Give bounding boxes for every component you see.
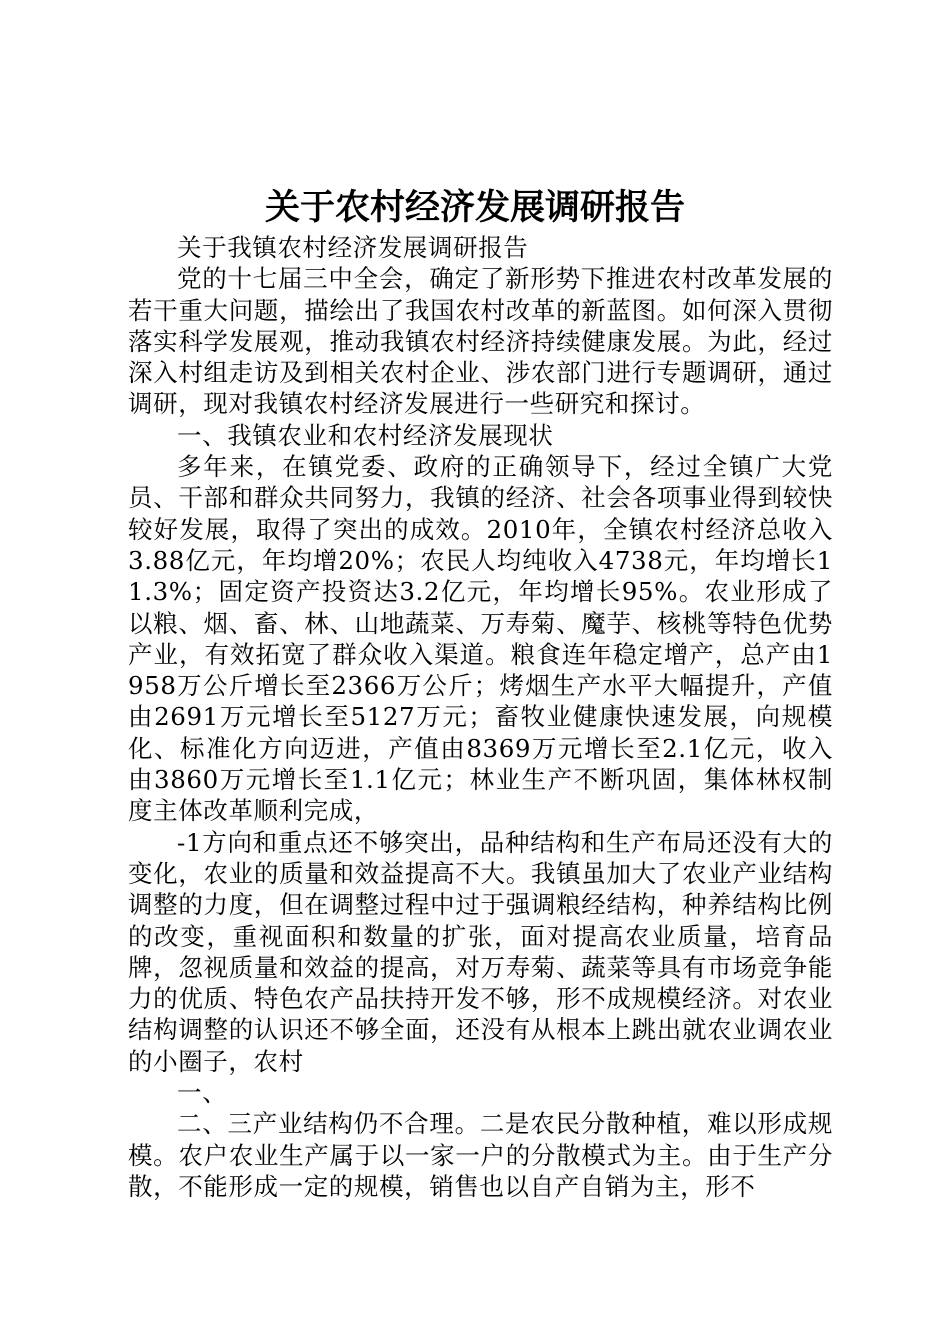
paragraph-status: 多年来，在镇党委、政府的正确领导下，经过全镇广大党员、干部和群众共同努力，我镇的经济、社会各项事业得到较快较好发展，取得了突出的成效。2010年，全镇农村经济总收入3.88亿元，年均增20%；农民人均纯收入4738元，年均增长11.3%；固定资产投资达3.2亿元，年均增长95%。农业形成了以粮、烟、畜、林、山地蔬菜、万寿菊、魔芋、核桃等特色优势产业，有效拓宽了群众收入渠道。粮食连年稳定增产，总产由1958万公斤增长至2366万公斤；烤烟生产水平大幅提升，产值由2691万元增长至5127万元；畜牧业健康快速发展，向规模化、标准化方向迈进，产值由8369万元增长至2.1亿元，收入由3860万元增长至1.1亿元；林业生产不断巩固，集体林权制度主体改革顺利完成， [128,452,833,826]
paragraph-subtitle: 关于我镇农村经济发展调研报告 [177,233,529,262]
paragraph-structure: 二、三产业结构仍不合理。二是农民分散种植，难以形成规模。农户农业生产属于以一家一户的分散模式为主。由于生产分散，不能形成一定的规模，销售也以自产自销为主，形不 [128,1109,833,1201]
paragraph-intro: 党的十七届三中全会，确定了新形势下推进农村改革发展的若干重大问题，描绘出了我国农村改革的新蓝图。如何深入贯彻落实科学发展观，推动我镇农村经济持续健康发展。为此，经过深入村组走访及到相关农村企业、涉农部门进行专题调研，通过调研，现对我镇农村经济发展进行一些研究和探讨。 [128,264,833,419]
document-body [128,232,833,1202]
document-title: 关于农村经济发展调研报告 [264,187,685,228]
paragraph-problems: -1方向和重点还不够突出，品种结构和生产布局还没有大的变化，农业的质量和效益提高不大。我镇虽加大了农业产业结构调整的力度，但在调整过程中过于强调粮经结构，种养结构比例的改变，重视面积和数量的扩张，面对提高农业质量，培育品牌，忽视质量和效益的提高，对万寿菊、蔬菜等具有市场竞争能力的优质、特色农产品扶持开发不够，形不成规模经济。对农业结构调整的认识还不够全面，还没有从根本上跳出就农业调农业的小圈子，农村 [128,827,833,1076]
paragraph-fragment: 一、 [177,1078,228,1108]
section-heading-1: 一、我镇农业和农村经济发展现状 [177,420,554,450]
